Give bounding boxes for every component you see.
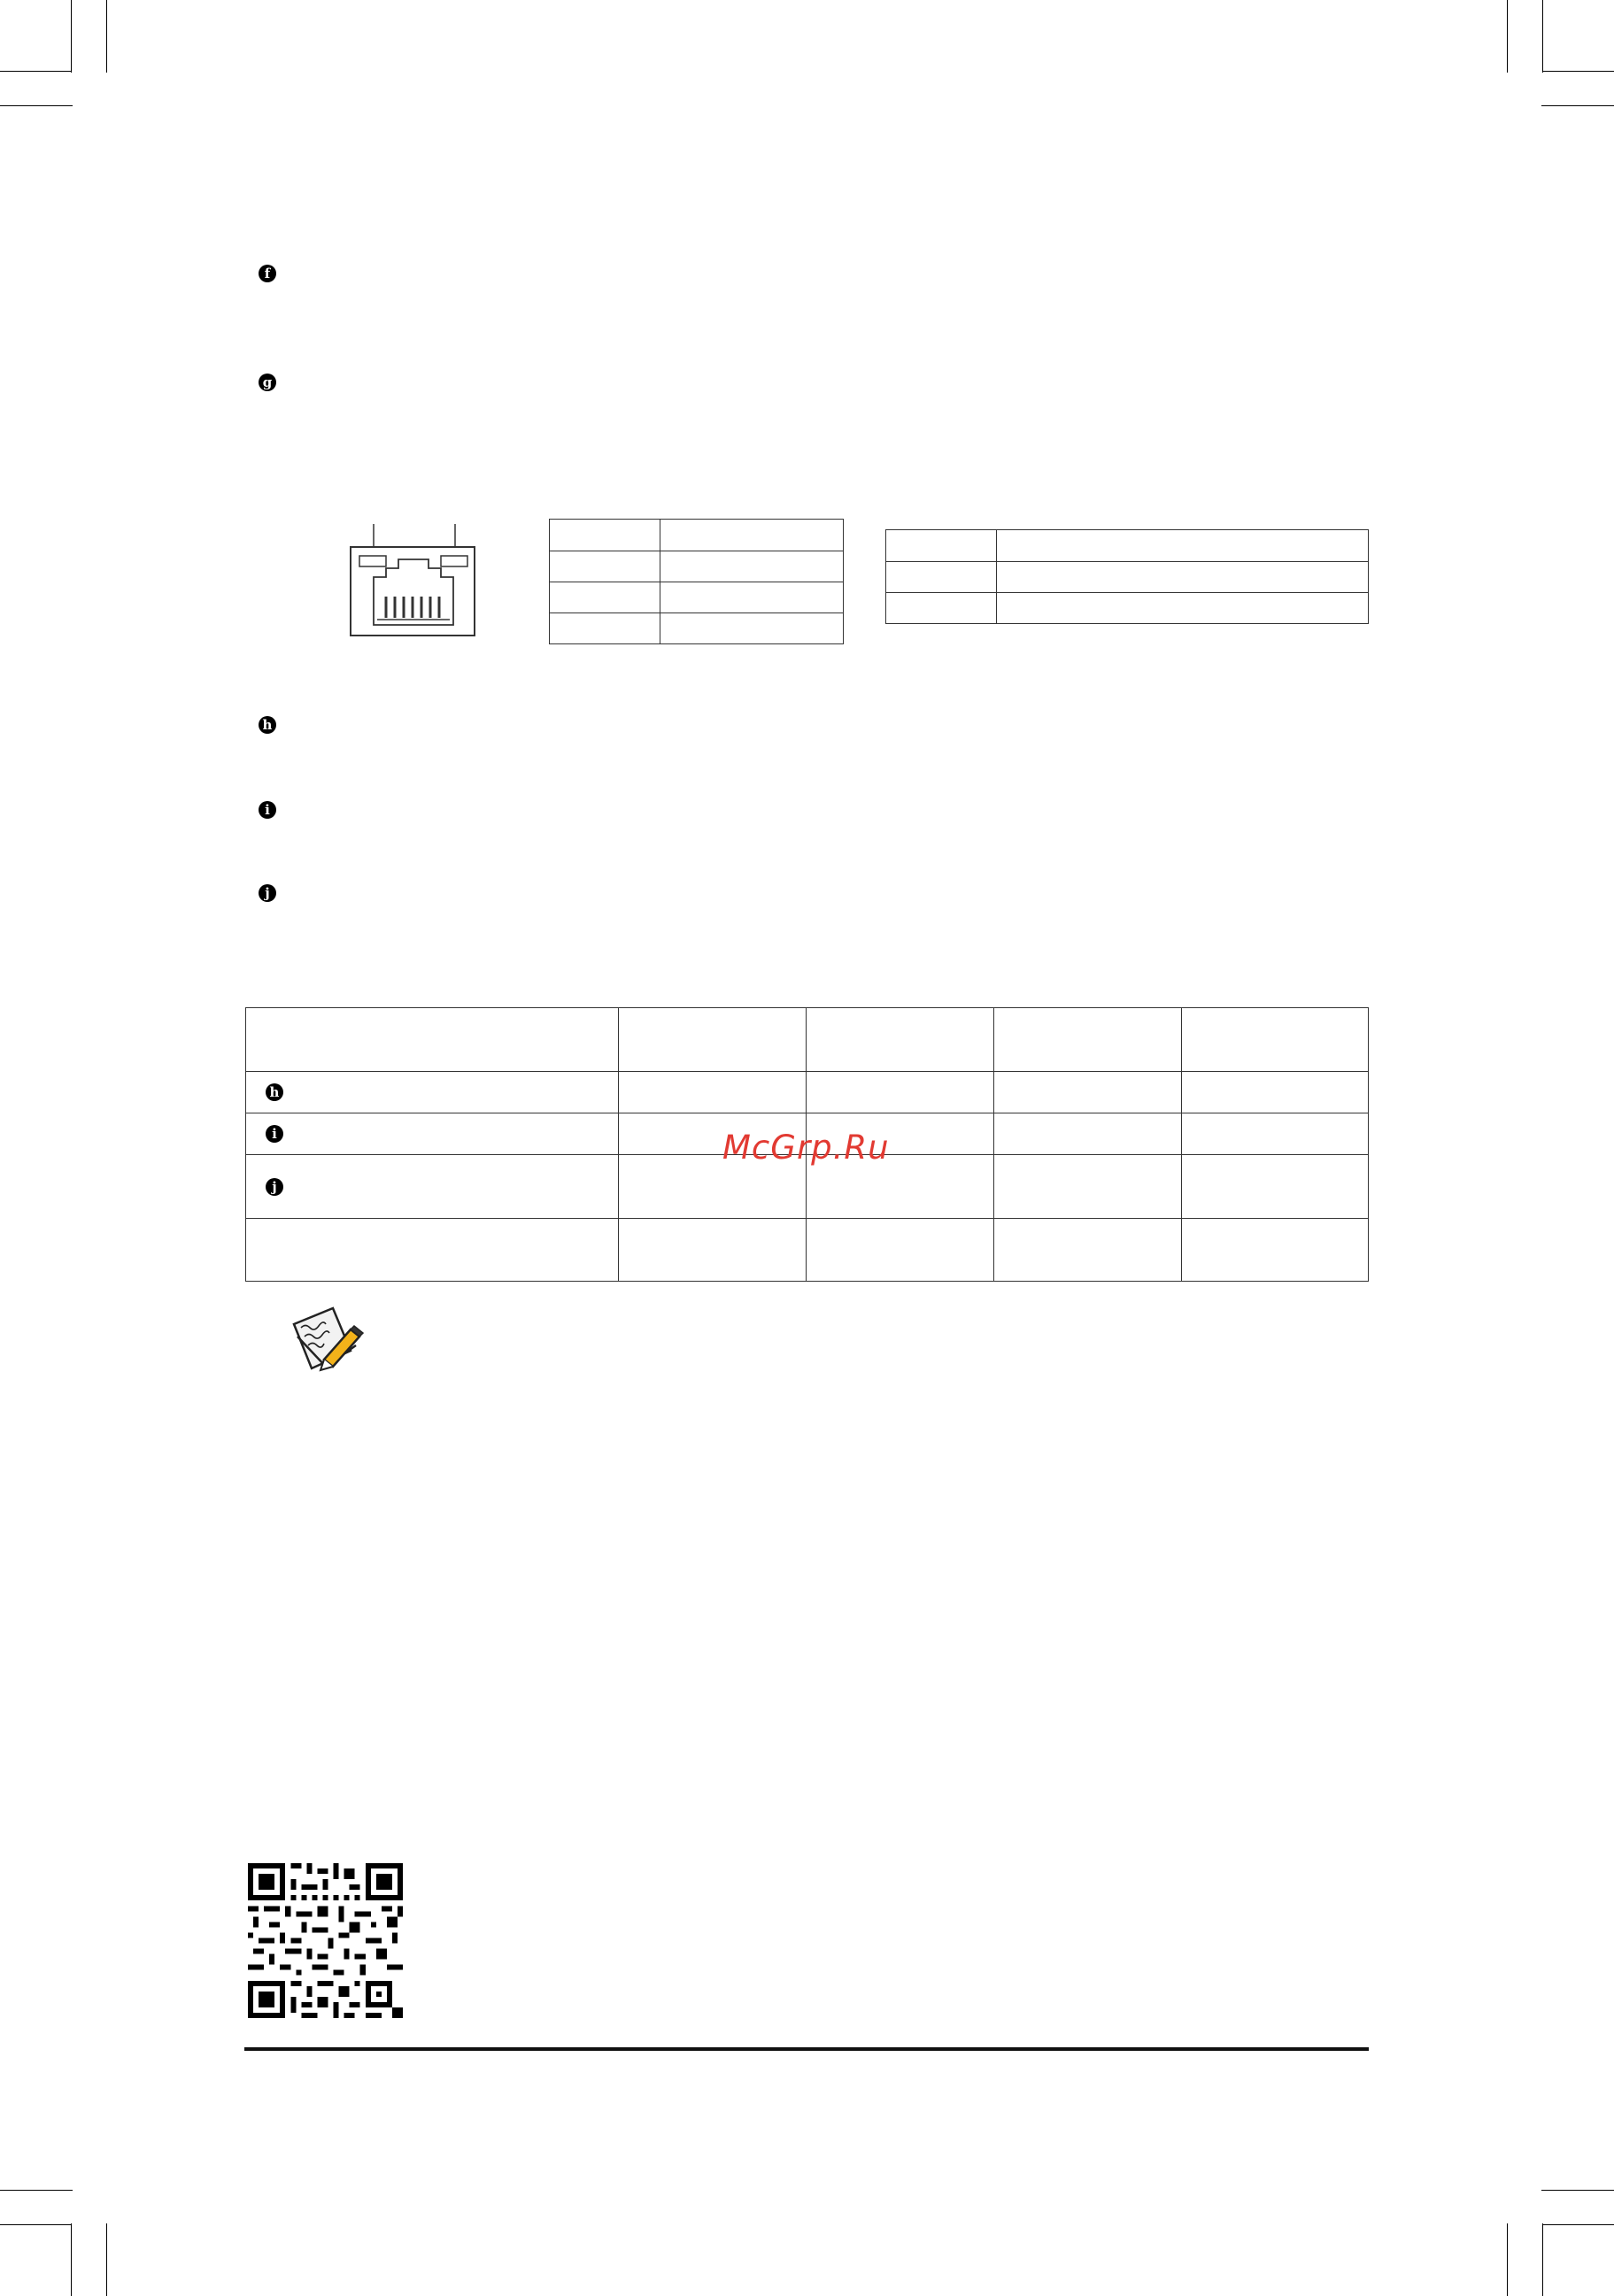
crop-mark [71,0,72,73]
crop-mark [106,0,107,73]
lan-led-table-speed [885,529,1369,624]
crop-mark [1507,0,1508,73]
bullet-f: f [259,265,276,282]
bullet-i: i [266,1125,283,1143]
crop-mark [0,71,71,72]
bullet-h: h [266,1083,283,1101]
crop-mark [1541,105,1614,106]
bullet-g: g [259,374,276,391]
note-pencil-icon [289,1305,368,1379]
crop-mark [0,2190,73,2191]
qr-code-icon [248,1863,403,2018]
footer-rule [244,2047,1369,2051]
crop-mark [1543,2224,1614,2225]
crop-mark [1542,2223,1543,2296]
crop-mark [0,2224,71,2225]
crop-mark [1507,2223,1508,2296]
crop-mark [1542,0,1543,73]
lan-led-table-activity [549,519,844,644]
watermark: McGrp.Ru [722,1129,890,1167]
bullet-h: h [259,716,276,734]
crop-mark [1543,71,1614,72]
rj45-port-icon [347,520,478,639]
bullet-j: j [259,884,276,902]
bullet-j: j [266,1178,283,1196]
crop-mark [1541,2190,1614,2191]
bullet-i: i [259,801,276,819]
crop-mark [0,105,73,106]
crop-mark [106,2223,107,2296]
crop-mark [71,2223,72,2296]
